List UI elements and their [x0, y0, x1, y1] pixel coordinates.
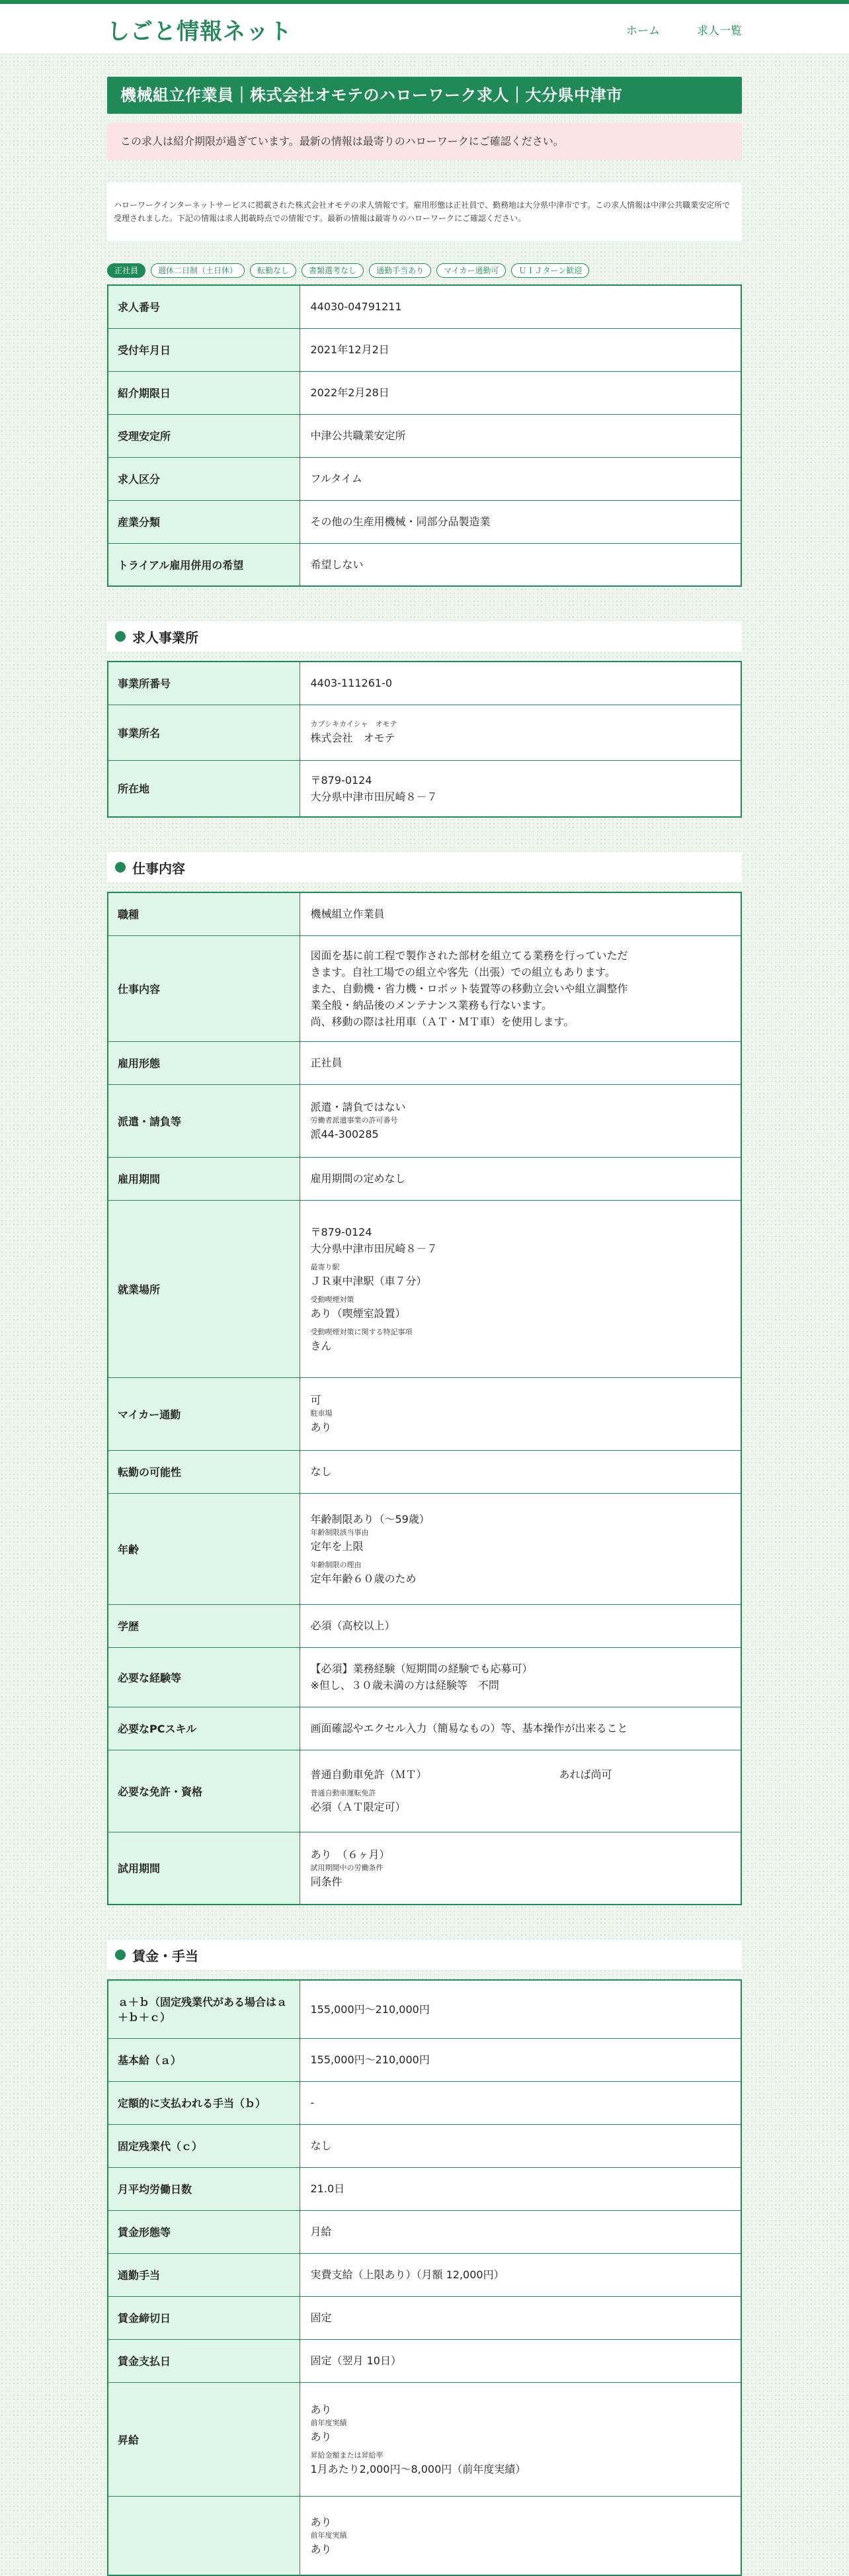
trial-value: あり （６ヶ月）	[310, 1848, 390, 1861]
row-value: -	[300, 2081, 741, 2124]
table-row	[108, 2038, 741, 2081]
table-row	[108, 500, 741, 543]
wage-table	[107, 1979, 742, 2576]
table-row	[108, 1084, 741, 1157]
tag-uij: ＵＩＪターン歓迎	[511, 263, 589, 278]
age-value: 年齢制限あり（～59歳）	[310, 1512, 430, 1525]
main-content	[107, 77, 742, 2576]
table-row	[108, 1980, 741, 2038]
license-note: あれば尚可	[559, 1768, 612, 1781]
table-row	[108, 371, 741, 414]
site-logo[interactable]: しごと情報ネット	[107, 18, 292, 45]
row-value: 画面確認やエクセル入力（簡易なもの）等、基本操作が出来ること	[300, 1707, 741, 1750]
table-row	[108, 2210, 741, 2253]
row-key: 職種	[108, 892, 300, 935]
row-value	[300, 1084, 741, 1157]
row-key: 就業場所	[108, 1200, 300, 1377]
nav-job-list-link[interactable]: 求人一覧	[697, 24, 742, 38]
row-value: その他の生産用機械・同部分品製造業	[300, 500, 741, 543]
haken-value: 派遣・請負ではない	[310, 1101, 406, 1113]
page-title: 機械組立作業員｜株式会社オモテのハローワーク求人｜大分県中津市	[107, 77, 742, 114]
row-value: 155,000円〜210,000円	[300, 1980, 741, 2038]
sub-label: 最寄り駅	[310, 1262, 340, 1271]
site-header	[0, 4, 849, 54]
table-row	[108, 1493, 741, 1604]
table-row	[108, 2167, 741, 2210]
tag-seishain: 正社員	[107, 263, 145, 278]
row-key: 事業所名	[108, 705, 300, 760]
row-value: 必須（高校以上）	[300, 1604, 741, 1647]
sub-label: 前年度実績	[310, 2530, 347, 2540]
row-key: 必要な免許・資格	[108, 1750, 300, 1832]
row-key	[108, 2496, 300, 2575]
tag-no-screening: 書類選考なし	[302, 263, 364, 278]
row-value: 44030-04791211	[300, 285, 741, 328]
sub-label: 駐車場	[310, 1409, 333, 1418]
license-requirement: 必須（ＡＴ限定可）	[310, 1801, 406, 1813]
row-value: 2022年2月28日	[300, 371, 741, 414]
row-key: 通勤手当	[108, 2253, 300, 2296]
row-key: マイカー通勤	[108, 1377, 300, 1450]
sub-label: 昇給金額または昇給率	[310, 2450, 384, 2460]
tag-no-transfer: 転勤なし	[250, 263, 296, 278]
bullet-dot-icon	[115, 631, 126, 642]
table-row	[108, 1157, 741, 1200]
table-row	[108, 1750, 741, 1832]
table-row	[108, 1377, 741, 1450]
row-value: 固定（翌月 10日）	[300, 2339, 741, 2382]
sub-label: 年齢制限の理由	[310, 1560, 362, 1569]
postal-code: 〒879-0124	[310, 773, 372, 787]
license-value: 普通自動車免許（ＭＴ）	[310, 1768, 427, 1781]
row-value: 2021年12月2日	[300, 328, 741, 371]
row-key: 月平均労働日数	[108, 2167, 300, 2210]
station-value: ＪＲ東中津駅（車７分）	[310, 1274, 427, 1287]
table-row	[108, 328, 741, 371]
job-table	[107, 892, 742, 1905]
row-value: 希望しない	[310, 558, 364, 571]
section-heading-job: 仕事内容	[107, 852, 742, 882]
trial-condition: 同条件	[310, 1875, 343, 1888]
row-key: 学歴	[108, 1604, 300, 1647]
table-row	[108, 2253, 741, 2296]
table-row	[108, 662, 741, 705]
table-row	[108, 1832, 741, 1905]
row-value: 月給	[300, 2210, 741, 2253]
row-key: 基本給（ａ）	[108, 2038, 300, 2081]
bonus-record: あり	[310, 2542, 332, 2555]
row-value	[300, 705, 741, 760]
haken-number: 派44-300285	[310, 1128, 379, 1140]
expired-alert: この求人は紹介期限が過ぎています。最新の情報は最寄りのハローワークにご確認ください。	[107, 123, 742, 160]
bonus-value: あり	[310, 2515, 332, 2528]
table-row	[108, 2296, 741, 2339]
row-value	[300, 1832, 741, 1905]
row-value	[300, 1200, 741, 1377]
job-desc-line: 図面を基に前工程で製作された部材を組立てる業務を行っていただ	[310, 949, 628, 962]
row-value	[300, 2496, 741, 2575]
job-desc-line: 業全般・納品後のメンテナンス業務も行ないます。	[310, 998, 552, 1011]
row-value: 機械組立作業員	[300, 892, 741, 935]
row-key: 紹介期限日	[108, 371, 300, 414]
table-row	[108, 285, 741, 328]
row-key: 賃金形態等	[108, 2210, 300, 2253]
sub-label: 前年度実績	[310, 2418, 347, 2427]
raise-record: あり	[310, 2430, 332, 2443]
address: 大分県中津市田尻崎８－７	[310, 790, 438, 803]
table-row	[108, 892, 741, 935]
row-key: 産業分類	[108, 500, 300, 543]
table-row	[108, 760, 741, 817]
row-value: 155,000円〜210,000円	[300, 2038, 741, 2081]
table-row	[108, 2081, 741, 2124]
nav-home-link[interactable]: ホーム	[626, 24, 660, 38]
experience-note: ※但し、３０歳未満の方は経験等 不問	[310, 1679, 499, 1692]
raise-amount: 1月あたり2,000円〜8,000円（前年度実績）	[310, 2462, 526, 2475]
row-value: なし	[300, 2124, 741, 2167]
sub-label: 普通自動車運転免許	[310, 1789, 376, 1797]
row-key: 受付年月日	[108, 328, 300, 371]
row-value: 雇用期間の定めなし	[300, 1157, 741, 1200]
intro-text: ハローワークインターネットサービスに掲載された株式会社オモテの求人情報です。雇用形態は正社員で、勤務地は大分県中津市です。この求人情報は中津公共職業安定所で受理されました。下記の情報は求人掲載時点での情報です。最新の情報は最寄りのハローワークにご確認ください。	[107, 183, 742, 241]
table-row	[108, 543, 741, 586]
table-row	[108, 2339, 741, 2382]
table-row	[108, 2124, 741, 2167]
row-value: 実費支給（上限あり）（月額 12,000円）	[300, 2253, 741, 2296]
office-name-kana: カブシキカイシャ オモテ	[310, 719, 397, 728]
table-row	[108, 1604, 741, 1647]
row-key: 受理安定所	[108, 414, 300, 457]
table-row	[108, 935, 741, 1041]
row-value	[300, 2382, 741, 2496]
table-row	[108, 1707, 741, 1750]
office-table	[107, 661, 742, 818]
row-value	[300, 760, 741, 817]
table-row	[108, 705, 741, 760]
row-value	[300, 1750, 741, 1832]
row-value	[300, 1493, 741, 1604]
row-key: 求人区分	[108, 457, 300, 500]
table-row	[108, 1647, 741, 1707]
sub-label: 年齢制限該当事由	[310, 1527, 369, 1537]
office-name: 株式会社 オモテ	[310, 731, 395, 744]
bullet-dot-icon	[115, 1950, 126, 1960]
table-row	[108, 1200, 741, 1377]
mycar-value: 可	[310, 1394, 321, 1406]
sub-label: 試用期間中の労働条件	[310, 1863, 384, 1872]
row-value: 4403-111261-0	[300, 662, 741, 705]
row-value	[300, 935, 741, 1041]
section-heading-wage: 賃金・手当	[107, 1940, 742, 1970]
row-key: 昇給	[108, 2382, 300, 2496]
row-value: 中津公共職業安定所	[300, 414, 741, 457]
row-key: ａ＋ｂ（固定残業代がある場合はａ＋ｂ＋ｃ）	[108, 1980, 300, 2038]
license-line	[311, 1766, 731, 1783]
main-nav	[626, 21, 742, 38]
row-key: 賃金支払日	[108, 2339, 300, 2382]
row-value: 21.0日	[300, 2167, 741, 2210]
row-value: なし	[300, 1450, 741, 1493]
job-desc-line: きます。自社工場での組立や客先（出張）での組立もあります。	[310, 965, 616, 978]
job-desc-line: また、自動機・省力機・ロボット装置等の移動立会いや組立調整作	[310, 982, 628, 995]
table-row	[108, 1041, 741, 1084]
bullet-dot-icon	[115, 862, 126, 873]
row-value: フルタイム	[300, 457, 741, 500]
table-row	[108, 2382, 741, 2496]
tag-commute-allowance: 通勤手当あり	[369, 263, 431, 278]
row-key: 試用期間	[108, 1832, 300, 1905]
row-key: 賃金締切日	[108, 2296, 300, 2339]
address: 大分県中津市田尻崎８－７	[310, 1242, 438, 1255]
experience-value: 【必須】業務経験（短期間の経験でも応募可）	[310, 1662, 533, 1675]
postal-code: 〒879-0124	[310, 1225, 372, 1238]
sub-label: 受動喫煙対策に関する特記事項	[310, 1327, 413, 1336]
row-key: 派遣・請負等	[108, 1084, 300, 1157]
table-row	[108, 457, 741, 500]
row-value: 固定	[300, 2296, 741, 2339]
row-key: 固定残業代（ｃ）	[108, 2124, 300, 2167]
job-desc-line: 尚、移動の際は社用車（ＡＴ・ＭＴ車）を使用します。	[310, 1015, 575, 1028]
row-value	[300, 1647, 741, 1707]
section-heading-office: 求人事業所	[107, 621, 742, 652]
row-key: 所在地	[108, 760, 300, 817]
sub-label: 労働者派遣事業の許可番号	[310, 1116, 398, 1125]
row-key: 求人番号	[108, 285, 300, 328]
tag-mycar: マイカー通勤可	[436, 263, 506, 278]
row-key: 年齢	[108, 1493, 300, 1604]
table-row	[108, 2496, 741, 2575]
feature-tags	[107, 263, 742, 278]
row-value: 正社員	[300, 1041, 741, 1084]
row-key: 雇用期間	[108, 1157, 300, 1200]
raise-value: あり	[310, 2403, 332, 2416]
row-key: トライアル雇用併用の希望	[108, 543, 300, 586]
table-row	[108, 414, 741, 457]
basic-info-table	[107, 284, 742, 587]
row-key: 事業所番号	[108, 662, 300, 705]
row-key: 定額的に支払われる手当（ｂ）	[108, 2081, 300, 2124]
row-key: 雇用形態	[108, 1041, 300, 1084]
age-reason-type: 定年を上限	[310, 1539, 364, 1553]
row-key: 必要なPCスキル	[108, 1707, 300, 1750]
table-row	[108, 1450, 741, 1493]
row-key: 必要な経験等	[108, 1647, 300, 1707]
sub-label: 受動喫煙対策	[310, 1295, 354, 1304]
smoking-note: きん	[310, 1339, 332, 1352]
parking-value: あり	[310, 1421, 332, 1434]
smoking-value: あり（喫煙室設置）	[310, 1307, 406, 1320]
tag-holiday: 週休二日制（土日休）	[151, 263, 245, 278]
row-key: 仕事内容	[108, 935, 300, 1041]
row-key: 転勤の可能性	[108, 1450, 300, 1493]
row-value	[300, 1377, 741, 1450]
age-reason: 定年年齢６０歳のため	[310, 1572, 417, 1585]
